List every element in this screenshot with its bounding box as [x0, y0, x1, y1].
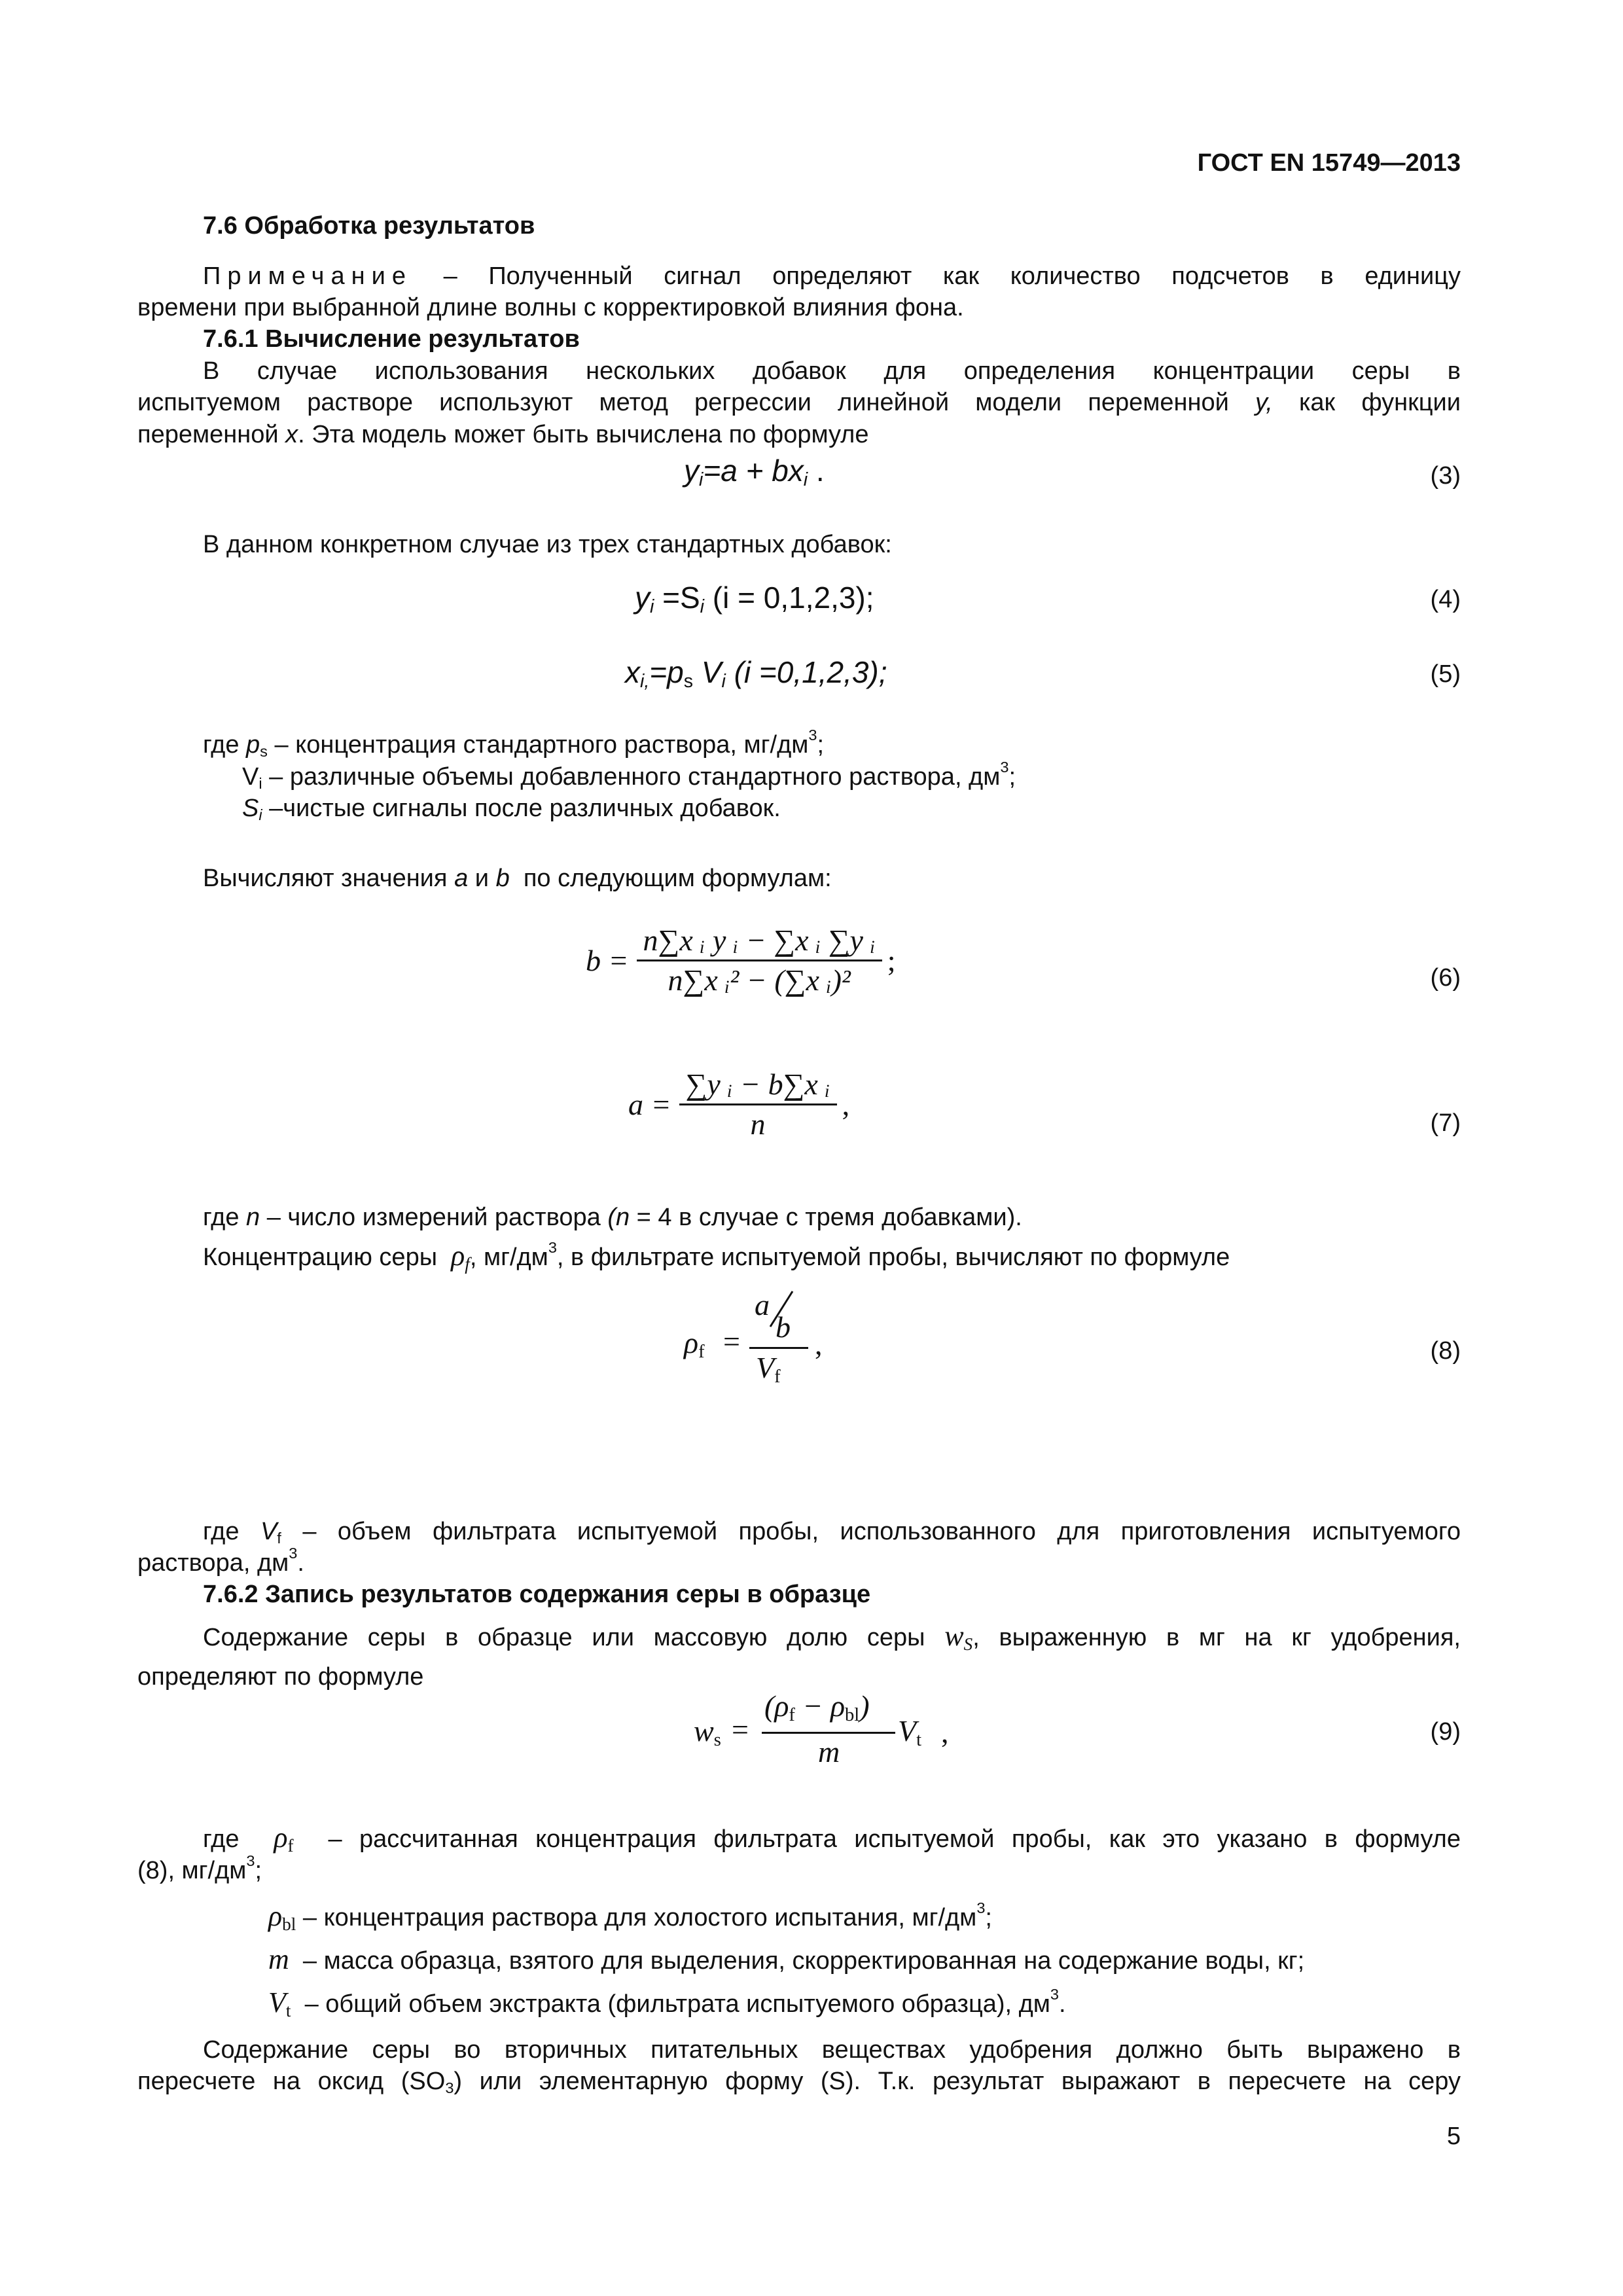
f6-numerator: n∑x ᵢ y ᵢ − ∑x ᵢ ∑y ᵢ [643, 924, 876, 957]
section-heading-7-6-2: 7.6.2 Запись результатов содержания серы в образце [203, 1581, 871, 1608]
var-n: n [246, 1204, 260, 1231]
sub: s [260, 742, 268, 760]
rho: ρ [451, 1240, 465, 1272]
definition-vf [203, 1516, 1461, 1547]
v: V [898, 1714, 917, 1748]
f7-denominator: n [750, 1107, 766, 1141]
text: –чистые сигналы после различных добавок. [269, 795, 781, 822]
v: V [756, 1351, 775, 1384]
definition-vi [242, 761, 1016, 793]
rho-f-symbol [274, 1821, 293, 1854]
f5-v-sub: i [721, 671, 726, 692]
f5-mid: =p [649, 655, 684, 689]
f9-denom: m [818, 1735, 840, 1768]
var: S [242, 795, 259, 822]
sub: f [287, 1835, 294, 1856]
text: – объем фильтрата испытуемой пробы, использованного для приготовления испытуемого [302, 1518, 1461, 1545]
section-heading-7-6: 7.6 Обработка результатов [203, 212, 535, 240]
page-number: 5 [1446, 2123, 1461, 2150]
formula-7-number: (7) [1430, 1109, 1461, 1137]
text: испытуемом растворе используют метод регрессии линейной модели переменной [137, 389, 1229, 416]
definition-m [268, 1944, 1304, 1977]
f5-end: (i =0,1,2,3); [725, 655, 887, 689]
var: V [260, 1518, 277, 1545]
paragraph-line [137, 2066, 1461, 2097]
rho-bl-symbol [268, 1900, 296, 1932]
m-symbol: m [268, 1943, 289, 1975]
f8-lhs [684, 1325, 705, 1363]
formula-8 [684, 1286, 841, 1404]
var: p [246, 731, 260, 759]
text: , мг/дм [469, 1244, 548, 1271]
definition-rho-f-cont [137, 1852, 262, 1886]
text: как функции [1298, 389, 1461, 416]
text: ; [1008, 763, 1016, 791]
f9-eq: = [732, 1713, 749, 1746]
formula-3 [684, 452, 825, 490]
text: – масса образца, взятого для выделения, скорректированная на содержание воды, кг; [302, 1947, 1305, 1975]
section-heading-7-6-1: 7.6.1 Вычисление результатов [203, 325, 580, 353]
sub: t [285, 2000, 291, 2020]
formula-5 [625, 653, 887, 691]
rho: ρ [268, 1900, 283, 1932]
text: Концентрацию серы [203, 1244, 438, 1271]
f9-v [898, 1713, 922, 1751]
f8-numer-a: a [755, 1288, 770, 1321]
var: V [242, 763, 259, 791]
sub: S [963, 1634, 973, 1654]
text: , выраженную в мг на кг удобрения, [972, 1624, 1461, 1651]
formula-3-number: (3) [1430, 462, 1461, 490]
paragraph-line [137, 387, 1461, 418]
sub: 3 [445, 2079, 454, 2096]
f4-end: (i = 0,1,2,3); [704, 581, 874, 615]
sub: i [259, 774, 262, 792]
sup: 3 [976, 1899, 986, 1917]
f6-lhs: b = [586, 943, 629, 977]
note-text: – Полученный сигнал определяют как количество подсчетов в единицу [443, 262, 1461, 290]
document-header: ГОСТ EN 15749—2013 [1197, 149, 1461, 177]
f8-fraction-bar [749, 1347, 808, 1349]
f7-numerator: ∑y ᵢ − b∑x ᵢ [685, 1067, 830, 1101]
text: по следующим формулам: [523, 865, 832, 892]
formula-6 [586, 922, 896, 999]
sub: bl [845, 1705, 860, 1726]
note-label: Примечание [203, 262, 412, 290]
paragraph-line: В данном конкретном случае из трех стандартных добавок: [203, 531, 892, 558]
f5-lhs: x [625, 655, 640, 689]
definition-ps [203, 726, 825, 761]
text: Вычисляют значения [203, 865, 448, 892]
rho: ρ [684, 1326, 699, 1359]
sub: f [774, 1367, 781, 1388]
text: ) [859, 1689, 870, 1723]
sub: f [789, 1705, 795, 1726]
formula-4-number: (4) [1430, 586, 1461, 613]
sub: f [465, 1253, 470, 1274]
text: – число измерений раствора [266, 1204, 601, 1231]
sub: bl [282, 1914, 296, 1934]
text: где [203, 731, 240, 759]
f6-fraction [637, 922, 882, 999]
sub: t [916, 1730, 922, 1751]
text: ) или элементарную форму (S). Т.к. результат выражают в пересчете на серу [454, 2068, 1461, 2095]
text: где [203, 1518, 240, 1545]
definition-vf-cont [137, 1547, 304, 1579]
f4-mid-sub: i [700, 596, 705, 618]
text: (8), мг/дм [137, 1857, 247, 1884]
f9-numerator [764, 1689, 870, 1726]
text: = 4 в случае с тремя добавками). [636, 1204, 1022, 1231]
paragraph-line: Содержание серы во вторичных питательных веществах удобрения должно быть выражено в [203, 2036, 1461, 2064]
sub: f [277, 1529, 281, 1547]
text: переменной [137, 421, 279, 448]
sup: 3 [246, 1852, 255, 1870]
definition-rho-f [203, 1822, 1461, 1855]
calc-intro [203, 863, 832, 894]
v: V [268, 1986, 286, 2018]
text: . Эта модель может быть вычислена по формуле [298, 421, 869, 448]
f5-mid-sub: s [683, 671, 693, 692]
paragraph-line: определяют по формуле [137, 1663, 424, 1691]
text: ; [817, 731, 825, 759]
f9-lhs [694, 1713, 721, 1751]
w: w [694, 1714, 714, 1748]
definition-rho-bl [268, 1901, 992, 1933]
formula-5-number: (5) [1430, 660, 1461, 688]
sub: i [259, 806, 262, 823]
text: ; [255, 1857, 262, 1884]
text: , в фильтрате испытуемой пробы, вычисляют по формуле [556, 1244, 1230, 1271]
f3-lhs: y [684, 454, 699, 488]
f6-denominator: n∑x ᵢ² − (∑x ᵢ)² [668, 963, 851, 997]
var-x: x [285, 421, 298, 448]
text: ; [985, 1904, 992, 1931]
f7-fraction [679, 1066, 837, 1143]
text: (ρ [764, 1689, 789, 1723]
f9-end: , [941, 1715, 949, 1749]
formula-9 [694, 1689, 955, 1774]
text: – концентрация стандартного раствора, мг/дм [274, 731, 809, 759]
definition-n [203, 1202, 1022, 1233]
f6-end: ; [887, 943, 896, 977]
f4-mid: =S [654, 581, 700, 615]
note-line-2: времени при выбранной длине волны с корректировкой влияния фона. [137, 294, 964, 321]
ws-symbol [944, 1620, 972, 1652]
text: – рассчитанная концентрация фильтрата испытуемой пробы, как это указано в формуле [328, 1825, 1461, 1853]
f5-sub: i, [640, 671, 650, 692]
sub: f [698, 1342, 705, 1363]
f7-end: , [842, 1087, 850, 1121]
sup: 3 [808, 726, 817, 744]
text: – различные объемы добавленного стандартного раствора, дм [269, 763, 1001, 791]
text: где [203, 1204, 240, 1231]
formula-6-number: (6) [1430, 964, 1461, 992]
f8-denom [756, 1350, 781, 1388]
definition-vt [268, 1987, 1066, 2020]
sup: 3 [548, 1239, 557, 1257]
f4-lhs: y [635, 581, 650, 615]
note-line-1 [203, 260, 1461, 292]
text: Содержание серы в образце или массовую долю серы [203, 1624, 925, 1651]
sup: 3 [1050, 1986, 1060, 2003]
text: (n [607, 1204, 630, 1231]
text: пересчете на оксид (SO [137, 2068, 446, 2095]
f3-rhs-sub: i [803, 469, 808, 491]
w: w [944, 1620, 964, 1652]
f3-rhs: =a + bx [703, 454, 804, 488]
var-y: y, [1255, 389, 1273, 416]
paragraph-line [137, 419, 869, 450]
f9-fraction-bar [762, 1732, 895, 1734]
f4-sub: i [650, 596, 654, 618]
text: − ρ [794, 1689, 846, 1723]
formula-7 [628, 1066, 849, 1143]
conc-intro [203, 1240, 1230, 1273]
paragraph-line: В случае использования нескольких добавок для определения концентрации серы в [203, 357, 1461, 385]
rho-f-symbol [451, 1240, 470, 1272]
f3-end: . [808, 454, 825, 488]
text: . [297, 1549, 304, 1577]
text: – общий объем экстракта (фильтрата испытуемого образца), дм [304, 1990, 1050, 2018]
f5-v: V [692, 655, 722, 689]
f8-eq: = [723, 1325, 740, 1358]
f3-sub: i [699, 469, 704, 491]
var-b: b [495, 865, 510, 892]
sub: s [713, 1730, 721, 1751]
var-a: a [454, 865, 469, 892]
paragraph-line [203, 1621, 1461, 1653]
f8-numer-b: b [776, 1310, 791, 1344]
definition-si [242, 793, 781, 824]
vt-symbol [268, 1986, 291, 2018]
rho: ρ [274, 1821, 288, 1854]
text: и [474, 865, 489, 892]
formula-4 [635, 579, 874, 617]
formula-9-number: (9) [1430, 1718, 1461, 1746]
formula-8-number: (8) [1430, 1337, 1461, 1365]
sup: 3 [289, 1545, 298, 1562]
text: – концентрация раствора для холостого испытания, мг/дм [302, 1904, 977, 1931]
f7-lhs: a = [628, 1087, 671, 1121]
text: раствора, дм [137, 1549, 289, 1577]
sup: 3 [1000, 759, 1009, 776]
text: где [203, 1825, 240, 1853]
f8-end: , [815, 1327, 823, 1361]
text: . [1059, 1990, 1066, 2018]
